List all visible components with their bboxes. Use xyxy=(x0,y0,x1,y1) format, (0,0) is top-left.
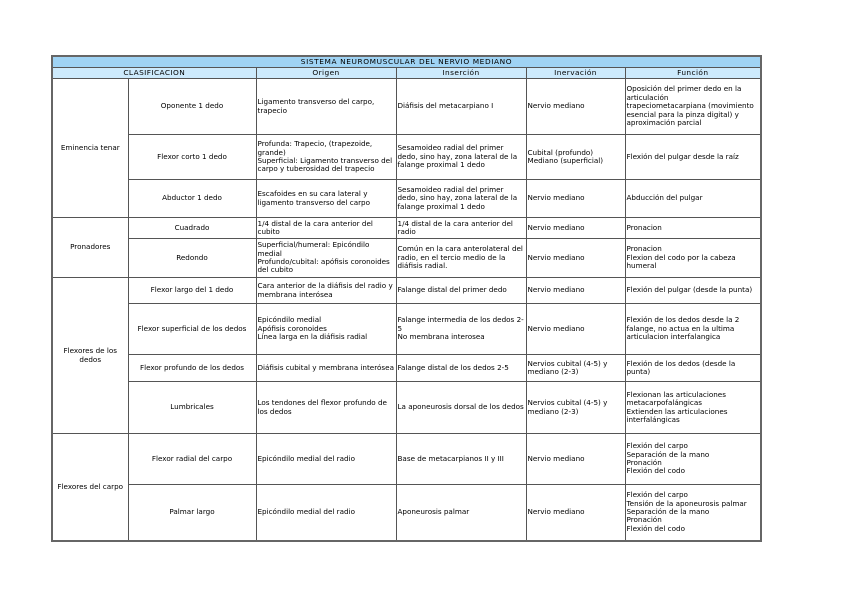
origen-line: Epicóndilo medial del radio xyxy=(257,453,355,463)
funcion-cell xyxy=(625,180,761,218)
funcion-cell xyxy=(625,355,761,382)
inervacion-cell xyxy=(526,180,625,218)
insercion-cell xyxy=(396,278,526,304)
insercion-cell xyxy=(396,434,526,485)
insercion-line: Base de metacarpianos II y III xyxy=(397,453,504,463)
title-row xyxy=(52,56,761,68)
insercion-line: Falange intermedia de los dedos 2-5 xyxy=(397,315,524,333)
funcion-line: Pronación xyxy=(626,458,662,467)
inervacion-cell xyxy=(526,382,625,434)
origen-line: Ligamento transverso del carpo, trapecio xyxy=(257,97,375,115)
group-cell: Eminencia tenar xyxy=(52,79,128,218)
group-cell: Pronadores xyxy=(52,218,128,278)
inervacion-line: Mediano (superficial) xyxy=(527,156,604,165)
inervacion-line: Nervio mediano xyxy=(527,453,585,463)
origen-cell xyxy=(256,79,396,135)
insercion-line: Aponeurosis palmar xyxy=(397,507,470,517)
table-row xyxy=(52,485,761,541)
funcion-line: Pronacion xyxy=(626,222,662,232)
funcion-cell xyxy=(625,485,761,541)
muscle-cell: Flexor largo del 1 dedo xyxy=(128,278,256,304)
origen-cell xyxy=(256,180,396,218)
inervacion-line: Nervios cubital (4-5) y mediano (2-3) xyxy=(527,398,608,416)
insercion-line: Diáfisis del metacarpiano I xyxy=(397,101,494,111)
table-row xyxy=(52,218,761,239)
muscle-cell: Flexor superficial de los dedos xyxy=(128,304,256,355)
inervacion-cell xyxy=(526,218,625,239)
funcion-line: Flexión del carpo xyxy=(626,490,688,500)
funcion-cell xyxy=(625,304,761,355)
muscle-cell: Oponente 1 dedo xyxy=(128,79,256,135)
origen-cell xyxy=(256,135,396,180)
muscle-cell: Redondo xyxy=(128,239,256,278)
funcion-line: Flexión del pulgar desde la raíz xyxy=(626,151,739,161)
table-row xyxy=(52,382,761,434)
muscle-cell: Flexor radial del carpo xyxy=(128,434,256,485)
group-cell: Flexores del carpo xyxy=(52,434,128,541)
table-row xyxy=(52,135,761,180)
origen-cell xyxy=(256,434,396,485)
insercion-line: Sesamoideo radial del primer dedo, sino hay, zona lateral de la falange proximal 1 dedo xyxy=(397,143,518,170)
insercion-cell xyxy=(396,304,526,355)
inervacion-line: Nervio mediano xyxy=(527,323,585,333)
origen-line: Epicóndilo medial xyxy=(257,315,322,325)
inervacion-cell xyxy=(526,79,625,135)
inervacion-line: Nervio mediano xyxy=(527,252,585,262)
inervacion-cell xyxy=(526,355,625,382)
insercion-cell xyxy=(396,180,526,218)
table-row xyxy=(52,79,761,135)
insercion-cell xyxy=(396,485,526,541)
inervacion-cell xyxy=(526,239,625,278)
inervacion-cell xyxy=(526,304,625,355)
funcion-cell xyxy=(625,218,761,239)
inervacion-cell xyxy=(526,434,625,485)
table-row xyxy=(52,180,761,218)
funcion-cell xyxy=(625,79,761,135)
funcion-cell xyxy=(625,239,761,278)
funcion-line: Abducción del pulgar xyxy=(626,193,703,203)
funcion-line: trapeciometacarpiana (movimiento esencial para la pinza digital) y aproximación parcial xyxy=(626,101,754,128)
header-origen: Origen xyxy=(256,68,396,79)
origen-line: Los tendones del flexor profundo de los dedos xyxy=(257,398,387,416)
insercion-line: 1/4 distal de la cara anterior del radio xyxy=(397,218,513,236)
table-row xyxy=(52,239,761,278)
funcion-cell xyxy=(625,382,761,434)
origen-cell xyxy=(256,239,396,278)
origen-line: Profunda: Trapecio, (trapezoide, grande) xyxy=(257,139,373,157)
funcion-line: Flexión del carpo xyxy=(626,441,688,451)
funcion-cell xyxy=(625,434,761,485)
insercion-line: Común en la cara anterolateral del radio, en el tercio medio de la diáfisis radial. xyxy=(397,244,523,271)
origen-cell xyxy=(256,355,396,382)
origen-cell xyxy=(256,382,396,434)
inervacion-cell xyxy=(526,278,625,304)
muscle-cell: Flexor profundo de los dedos xyxy=(128,355,256,382)
table-row xyxy=(52,278,761,304)
origen-line: Epicóndilo medial del radio xyxy=(257,507,355,517)
funcion-cell xyxy=(625,135,761,180)
insercion-cell xyxy=(396,79,526,135)
insercion-cell xyxy=(396,135,526,180)
origen-line: Apófisis coronoides xyxy=(257,323,327,333)
table-title: SISTEMA NEUROMUSCULAR DEL NERVIO MEDIANO xyxy=(52,56,761,68)
insercion-line: La aponeurosis dorsal de los dedos xyxy=(397,402,524,412)
origen-cell xyxy=(256,304,396,355)
insercion-cell xyxy=(396,355,526,382)
header-funcion: Función xyxy=(625,68,761,79)
funcion-line: Separación de la mano xyxy=(626,507,710,517)
funcion-line: Pronación xyxy=(626,515,662,525)
funcion-line: Extienden las articulaciones interfalángicas xyxy=(626,406,728,424)
inervacion-line: Nervio mediano xyxy=(527,222,585,232)
inervacion-line: Nervio mediano xyxy=(527,193,585,203)
origen-line: Superficial: Ligamento transverso del carpo y tuberosidad del trapecio xyxy=(257,156,393,174)
origen-cell xyxy=(256,485,396,541)
funcion-line: Flexión de los dedos desde la 2 falange, no actua en la ultima articulacion interfalangica xyxy=(626,315,740,342)
funcion-line: Flexión de los dedos (desde la punta) xyxy=(626,358,736,376)
origen-line: Escafoides en su cara lateral y ligamento transverso del carpo xyxy=(257,189,371,207)
inervacion-line: Cubital (profundo) xyxy=(527,147,594,157)
muscle-cell: Flexor corto 1 dedo xyxy=(128,135,256,180)
muscle-cell: Palmar largo xyxy=(128,485,256,541)
origen-line: Diáfisis cubital y membrana interósea xyxy=(257,362,394,372)
funcion-line: Flexión del codo xyxy=(626,523,685,533)
funcion-line: Tensión de la aponeurosis palmar xyxy=(626,498,747,508)
funcion-line: Separación de la mano xyxy=(626,449,710,459)
funcion-cell xyxy=(625,278,761,304)
group-cell: Flexores de los dedos xyxy=(52,278,128,434)
inervacion-line: Nervio mediano xyxy=(527,507,585,517)
table-row xyxy=(52,355,761,382)
origen-line: Línea larga en la diáfisis radial xyxy=(257,332,368,342)
origen-line: 1/4 distal de la cara anterior del cubito xyxy=(257,218,373,236)
header-insercion: Inserción xyxy=(396,68,526,79)
muscle-cell: Cuadrado xyxy=(128,218,256,239)
header-inervacion: Inervación xyxy=(526,68,625,79)
insercion-cell xyxy=(396,239,526,278)
insercion-line: Falange distal de los dedos 2-5 xyxy=(397,362,509,372)
funcion-line: Flexión del codo xyxy=(626,466,685,476)
insercion-cell xyxy=(396,218,526,239)
origen-cell xyxy=(256,278,396,304)
origen-line: Superficial/humeral: Epicóndilo medial xyxy=(257,240,370,258)
inervacion-cell xyxy=(526,485,625,541)
table-row xyxy=(52,434,761,485)
muscle-cell: Abductor 1 dedo xyxy=(128,180,256,218)
table-row xyxy=(52,304,761,355)
funcion-line: Flexionan las articulaciones metacarpofalángicas xyxy=(626,389,726,408)
header-clasificacion: CLASIFICACION xyxy=(52,68,256,79)
inervacion-line: Nervio mediano xyxy=(527,101,585,111)
funcion-line: Flexion del codo por la cabeza humeral xyxy=(626,252,736,271)
insercion-line: Falange distal del primer dedo xyxy=(397,285,507,295)
muscle-cell: Lumbricales xyxy=(128,382,256,434)
funcion-line: Oposición del primer dedo en la articulación xyxy=(626,84,742,102)
funcion-line: Pronacion xyxy=(626,244,662,254)
funcion-line: Flexión del pulgar (desde la punta) xyxy=(626,285,753,295)
origen-line: Profundo/cubital: apófisis coronoides del cubito xyxy=(257,257,390,275)
origen-line: Cara anterior de la diáfisis del radio y membrana interósea xyxy=(257,281,393,299)
inervacion-line: Nervio mediano xyxy=(527,285,585,295)
inervacion-line: Nervios cubital (4-5) y mediano (2-3) xyxy=(527,358,608,376)
neuromuscular-table xyxy=(51,55,762,542)
insercion-cell xyxy=(396,382,526,434)
insercion-line: No membrana interosea xyxy=(397,332,485,342)
origen-cell xyxy=(256,218,396,239)
insercion-line: Sesamoideo radial del primer dedo, sino hay, zona lateral de la falange proximal 1 dedo xyxy=(397,184,518,211)
inervacion-cell xyxy=(526,135,625,180)
header-row xyxy=(52,68,761,79)
